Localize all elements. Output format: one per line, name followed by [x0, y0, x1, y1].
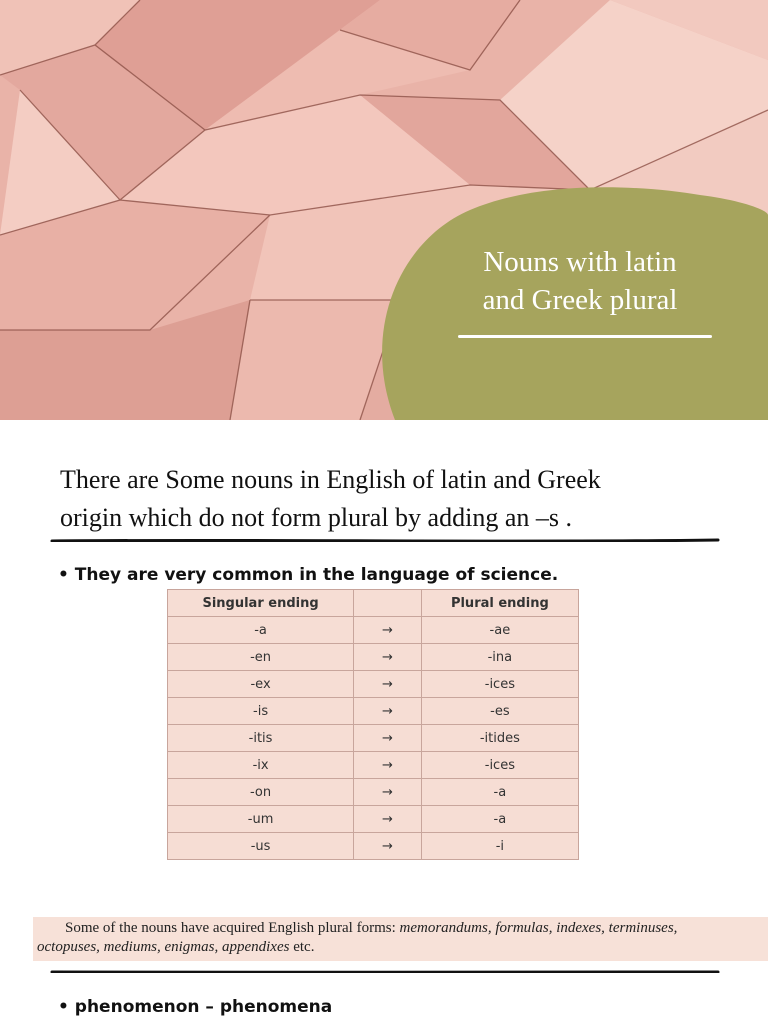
table-row — [168, 806, 579, 833]
table-row — [168, 644, 579, 671]
plural-cell: -i — [421, 833, 578, 860]
note-examples-line1: memorandums, formulas, indexes, terminuses, — [399, 920, 678, 936]
arrow-cell: → — [354, 725, 422, 752]
note-line1 — [37, 919, 768, 938]
arrow-cell: → — [354, 671, 422, 698]
header-plural: Plural ending — [421, 590, 578, 617]
pink-tiles-background — [0, 0, 768, 420]
note-suffix: etc. — [293, 939, 315, 955]
intro-line2: origin which do not form plural by adding an –s . — [60, 503, 572, 532]
divider-line-bottom — [50, 969, 720, 973]
singular-cell: -a — [168, 617, 354, 644]
singular-cell: -ex — [168, 671, 354, 698]
table-row — [168, 617, 579, 644]
table-header-row — [168, 590, 579, 617]
table-row — [168, 779, 579, 806]
plural-cell: -es — [421, 698, 578, 725]
note-examples-line2: octopuses, mediums, enigmas, appendixes — [37, 939, 290, 955]
title-underline — [458, 335, 712, 338]
plural-cell: -ices — [421, 671, 578, 698]
slide-title-line1: Nouns with latin — [483, 246, 677, 278]
endings-table — [167, 589, 579, 860]
slide-title-line2: and Greek plural — [482, 284, 678, 316]
table-row — [168, 752, 579, 779]
plural-cell: -a — [421, 779, 578, 806]
arrow-cell: → — [354, 779, 422, 806]
singular-cell: -on — [168, 779, 354, 806]
table-row — [168, 833, 579, 860]
plural-forms-note — [33, 917, 768, 961]
singular-cell: -ix — [168, 752, 354, 779]
table-row — [168, 725, 579, 752]
header-arrow — [354, 590, 422, 617]
plural-cell: -a — [421, 806, 578, 833]
plural-cell: -ices — [421, 752, 578, 779]
arrow-cell: → — [354, 833, 422, 860]
divider-line-top — [50, 538, 720, 542]
bullet-example: • phenomenon – phenomena — [58, 997, 333, 1017]
plural-cell: -ina — [421, 644, 578, 671]
slide-title — [440, 243, 720, 319]
note-text: Some of the nouns have acquired English plural forms: — [65, 920, 396, 936]
arrow-cell: → — [354, 698, 422, 725]
singular-cell: -en — [168, 644, 354, 671]
plural-cell: -ae — [421, 617, 578, 644]
intro-text — [60, 461, 740, 537]
table-row — [168, 671, 579, 698]
singular-cell: -is — [168, 698, 354, 725]
arrow-cell: → — [354, 752, 422, 779]
header-singular: Singular ending — [168, 590, 354, 617]
plural-cell: -itides — [421, 725, 578, 752]
arrow-cell: → — [354, 617, 422, 644]
arrow-cell: → — [354, 644, 422, 671]
hero-image — [0, 0, 768, 420]
arrow-cell: → — [354, 806, 422, 833]
bullet-science: • They are very common in the language of science. — [58, 565, 559, 585]
intro-line1: There are Some nouns in English of latin and Greek — [60, 465, 601, 494]
table-row — [168, 698, 579, 725]
singular-cell: -us — [168, 833, 354, 860]
singular-cell: -um — [168, 806, 354, 833]
note-line2 — [37, 938, 768, 957]
singular-cell: -itis — [168, 725, 354, 752]
